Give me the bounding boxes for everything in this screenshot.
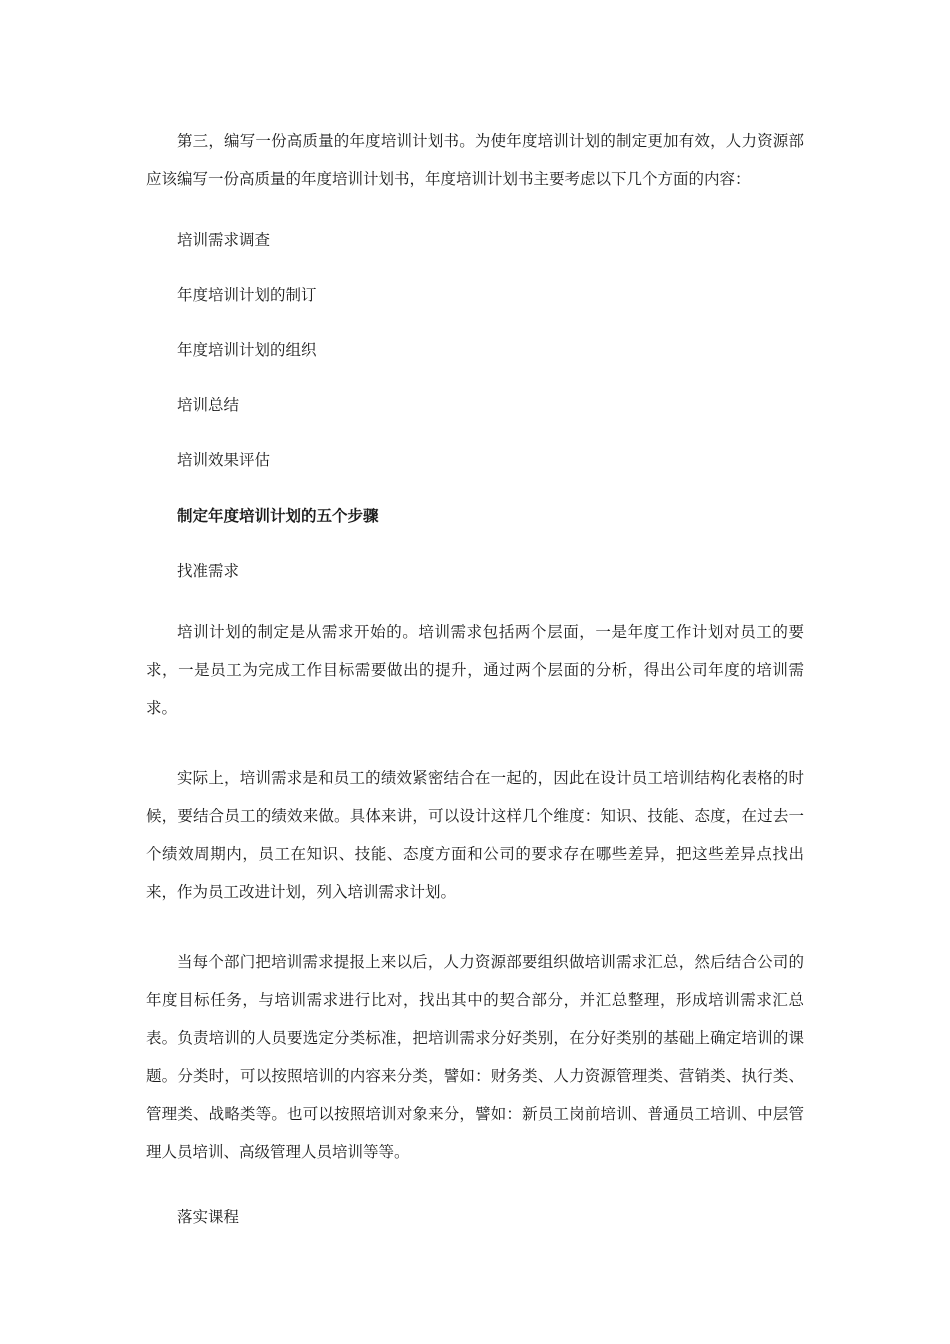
list-item: 培训效果评估 — [177, 451, 271, 469]
step-title: 找准需求 — [177, 562, 240, 580]
section-heading: 制定年度培训计划的五个步骤 — [177, 507, 379, 525]
body-paragraph: 实际上，培训需求是和员工的绩效紧密结合在一起的，因此在设计员工培训结构化表格的时候，要结合员工的绩效来做。具体来讲，可以设计这样几个维度：知识、技能、态度，在过去一个绩效周期内，员工在知识、技能、态度方面和公司的要求存在哪些差异，把这些差异点找出来，作为员工改进计划，列入培训需求计划。 — [146, 769, 804, 901]
body-paragraph: 当每个部门把培训需求提报上来以后，人力资源部要组织做培训需求汇总，然后结合公司的年度目标任务，与培训需求进行比对，找出其中的契合部分，并汇总整理，形成培训需求汇总表。负责培训的人员要选定分类标准，把培训需求分好类别，在分好类别的基础上确定培训的课题。分类时，可以按照培训的内容来分类，譬如：财务类、人力资源管理类、营销类、执行类、管理类、战略类等。也可以按照培训对象来分，譬如：新员工岗前培训、普通员工培训、中层管理人员培训、高级管理人员培训等等。 — [146, 953, 804, 1161]
step-title: 落实课程 — [177, 1208, 240, 1226]
list-item: 培训总结 — [177, 396, 240, 414]
list-item: 培训需求调查 — [177, 231, 271, 249]
list-item: 年度培训计划的制订 — [177, 286, 317, 304]
list-item: 年度培训计划的组织 — [177, 341, 317, 359]
body-paragraph: 培训计划的制定是从需求开始的。培训需求包括两个层面，一是年度工作计划对员工的要求，一是员工为完成工作目标需要做出的提升，通过两个层面的分析，得出公司年度的培训需求。 — [146, 623, 804, 717]
document-page — [146, 122, 804, 1231]
intro-paragraph: 第三，编写一份高质量的年度培训计划书。为使年度培训计划的制定更加有效，人力资源部应该编写一份高质量的年度培训计划书，年度培训计划书主要考虑以下几个方面的内容： — [146, 132, 804, 188]
